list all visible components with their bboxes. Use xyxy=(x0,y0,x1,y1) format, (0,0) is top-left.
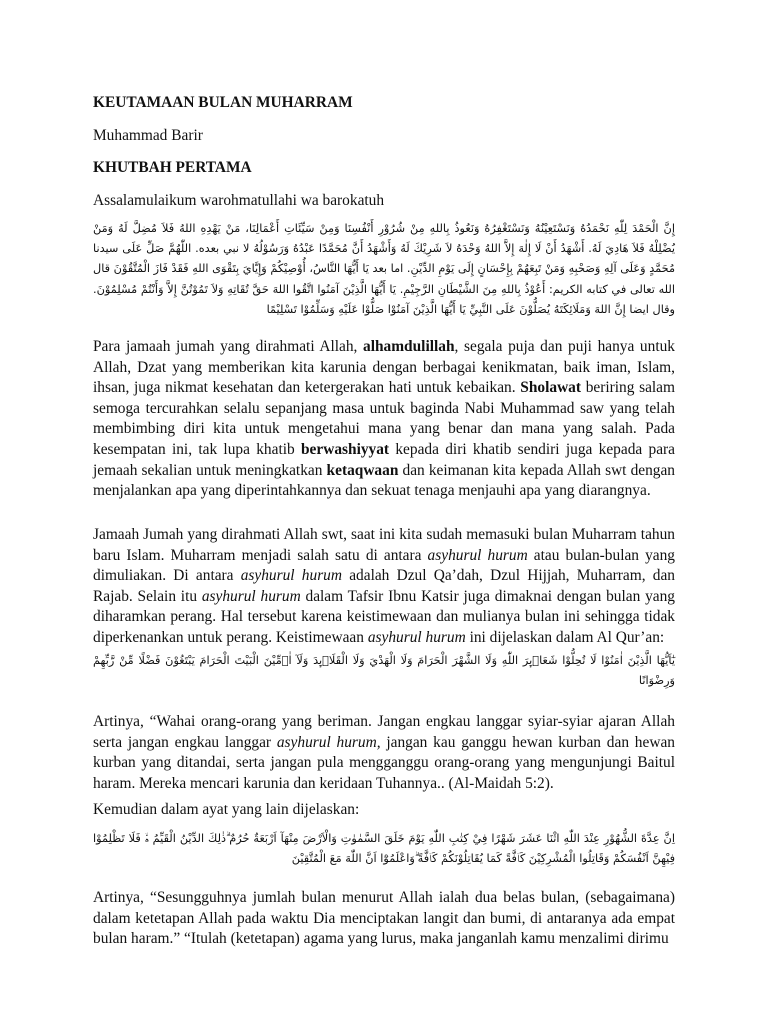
paragraph-transition: Kemudian dalam ayat yang lain dijelaskan: xyxy=(93,801,360,818)
author-name: Muhammad Barir xyxy=(93,127,203,144)
document-title: KEUTAMAAN BULAN MUHARRAM xyxy=(93,94,353,111)
italic-term: asyhurul hurum xyxy=(240,567,342,585)
italic-term: asyhurul hurum xyxy=(367,628,466,646)
arabic-opening-prayer: إِنَّ الْحَمْدَ لِلّٰهِ نَحْمَدُهُ وَنَسْتَعِيْنُهُ وَنَسْتَغْفِرُهُ وَنَعُوذُ بِاللهِ مِنْ شُرُوْرِ أَنْفُسِنَا وَمِنْ سَيِّئَاتِ أَعْمَالِنَا، مَنْ يَهْدِهِ اللهُ فَلاَ مُضِلَّ لَهُ وَمَنْ يُضْلِلْهُ فَلاَ هَادِيَ لَهُ. أَشْهَدُ أَنْ لَا إِلٰهَ إِلاَّ اللهُ وَحْدَهُ لاَ شَرِيْكَ لَهُ وَأَشْهَدُ أَنَّ مُحَمَّدًا عَبْدُهُ وَرَسُوْلُهُ لا نبي بعده. اللّٰهُمَّ صَلِّ عَلَى سيدنا مُحَمَّدٍ وَعَلَى آلِهِ وَصَحْبِهِ وَمَنْ تَبِعَهُمْ بِإِحْسَانٍ إِلَى يَوْمِ الدِّيْنِ. اما بعد يَا أَيُّهَا النَّاسُ، أُوْصِيْكُمْ وَإِيَّايَ بِتَقْوَى اللهِ فَقَدْ فَازَ الْمُتَّقُوْنَ قال الله تعالى في كتابه الكريم: أَعُوْذُ بِاللهِ مِنَ الشَّيْطَانِ الرَّجِيْمِ. يَا أَيُّهَا الَّذِيْنَ آمَنُوا اتَّقُوا اللهَ حَقَّ تُقَاتِهِ وَلاَ تَمُوْتُنَّ إِلاَّ وَأَنْتُمْ مُسْلِمُوْنَ. وقال ايضا إِنَّ اللهَ وَمَلَائِكَتَهُ يُصَلُّوْنَ عَلَى النَّبِيِّ يَا أَيُّهَا الَّذِيْنَ آمَنُوْا صَلُّوْا عَلَيْهِ وَسَلِّمُوْا تَسْلِيْمًا xyxy=(93,222,675,316)
bold-term: berwashiyyat xyxy=(300,440,390,458)
arabic-verse-al-maidah: يٰٓاَيُّهَا الَّذِيْنَ اٰمَنُوْا لَا تُحِلُّوْا شَعَاۤىِٕرَ اللّٰهِ وَلَا الشَّهْرَ الْحَرَامَ وَلَا الْهَدْيَ وَلَا الْقَلَاۤىِٕدَ وَلَآ اٰۤمِّيْنَ الْبَيْتَ الْحَرَامَ يَبْتَغُوْنَ فَضْلًا مِّنْ رَّبِّهِمْ وَرِضْوَانًا xyxy=(93,654,675,688)
bold-term: alhamdulillah xyxy=(363,338,455,355)
arabic-verse-at-taubah: اِنَّ عِدَّةَ الشُّهُوْرِ عِنْدَ اللّٰهِ اثْنَا عَشَرَ شَهْرًا فِيْ كِتٰبِ اللّٰهِ يَوْمَ خَلَقَ السَّمٰوٰتِ وَالْاَرْضَ مِنْهَآ اَرْبَعَةٌ حُرُمٌ ۗذٰلِكَ الدِّيْنُ الْقَيِّمُ ەۙ فَلَا تَظْلِمُوْا فِيْهِنَّ اَنْفُسَكُمْ وَقَاتِلُوا الْمُشْرِكِيْنَ كَاۤفَّةً كَمَا يُقَاتِلُوْنَكُمْ كَاۤفَّةً ۗوَاعْلَمُوْٓا اَنَّ اللّٰهَ مَعَ الْمُتَّقِيْنَ xyxy=(93,832,675,866)
italic-term: asyhurul hurum, xyxy=(276,733,381,751)
italic-term: asyhurul hurum xyxy=(201,587,301,605)
paragraph-opening: Para jamaah jumah yang dirahmati Allah, alhamdulillah, segala puja dan puji hanya untuk Allah, Dzat yang memberikan kita karunia dengan berbagai kenikmatan, baik iman, Islam, ihsan, juga nikmat kesehatan dan ketergerakan hati untuk kebaikan. Sholawat beriring salam semoga tercurahkan selalu sepanjang masa untuk baginda Nabi Muhammad saw yang telah membimbing diri kita untuk mengetahui mana yang benar dan mana yang salah. Pada kesempatan ini, tak lupa khatib berwashiyyat kepada diri khatib sendiri juga kepada para jemaah sekalian untuk meningkatkan ketaqwaan dan keimanan kita kepada Allah swt dengan menjalankan apa yang diperintahkannya dan sekuat tenaga menjauhi apa yang diarangnya. xyxy=(93,338,676,500)
paragraph-muharram: Jamaah Jumah yang dirahmati Allah swt, saat ini kita sudah memasuki bulan Muharram tahun baru Islam. Muharram menjadi salah satu di antara asyhurul hurum atau bulan-bulan yang dimuliakan. Di antara asyhurul hurum adalah Dzul Qa’dah, Dzul Hijjah, Muharram, dan Rajab. Selain itu asyhurul hurum dalam Tafsir Ibnu Katsir juga dimaknai dengan bulan yang diharamkan perang. Hal tersebut karena keistimewaan dan mulianya bulan ini sehingga tidak diperkenankan untuk perang. Keistimewaan asyhurul hurum ini dijelaskan dalam Al Qur’an: xyxy=(93,526,675,646)
italic-term: asyhurul hurum xyxy=(427,546,528,564)
section-heading: KHUTBAH PERTAMA xyxy=(93,159,252,176)
bold-term: ketaqwaan xyxy=(326,461,399,479)
paragraph-translation-1: Artinya, “Wahai orang-orang yang beriman. Jangan engkau langgar syiar-syiar ajaran Allah serta jangan engkau langgar asyhurul hurum, jangan kau ganggu hewan kurban dan hewan kurban yang ditandai, serta jangan pula mengganggu orang-orang yang mengunjungi Baitul haram. Mereka mencari karunia dan keridaan Tuhannya.. (Al-Maidah 5:2). xyxy=(93,713,675,792)
paragraph-translation-2: Artinya, “Sesungguhnya jumlah bulan menurut Allah ialah dua belas bulan, (sebagaimana) dalam ketetapan Allah pada waktu Dia menciptakan langit dan bumi, di antaranya ada empat bulan haram.” “Itulah (ketetapan) agama yang lurus, maka janganlah kamu menzalimi dirimu xyxy=(93,889,675,948)
bold-term: Sholawat xyxy=(520,379,582,397)
greeting: Assalamulaikum warohmatullahi wa barokatuh xyxy=(93,192,385,209)
